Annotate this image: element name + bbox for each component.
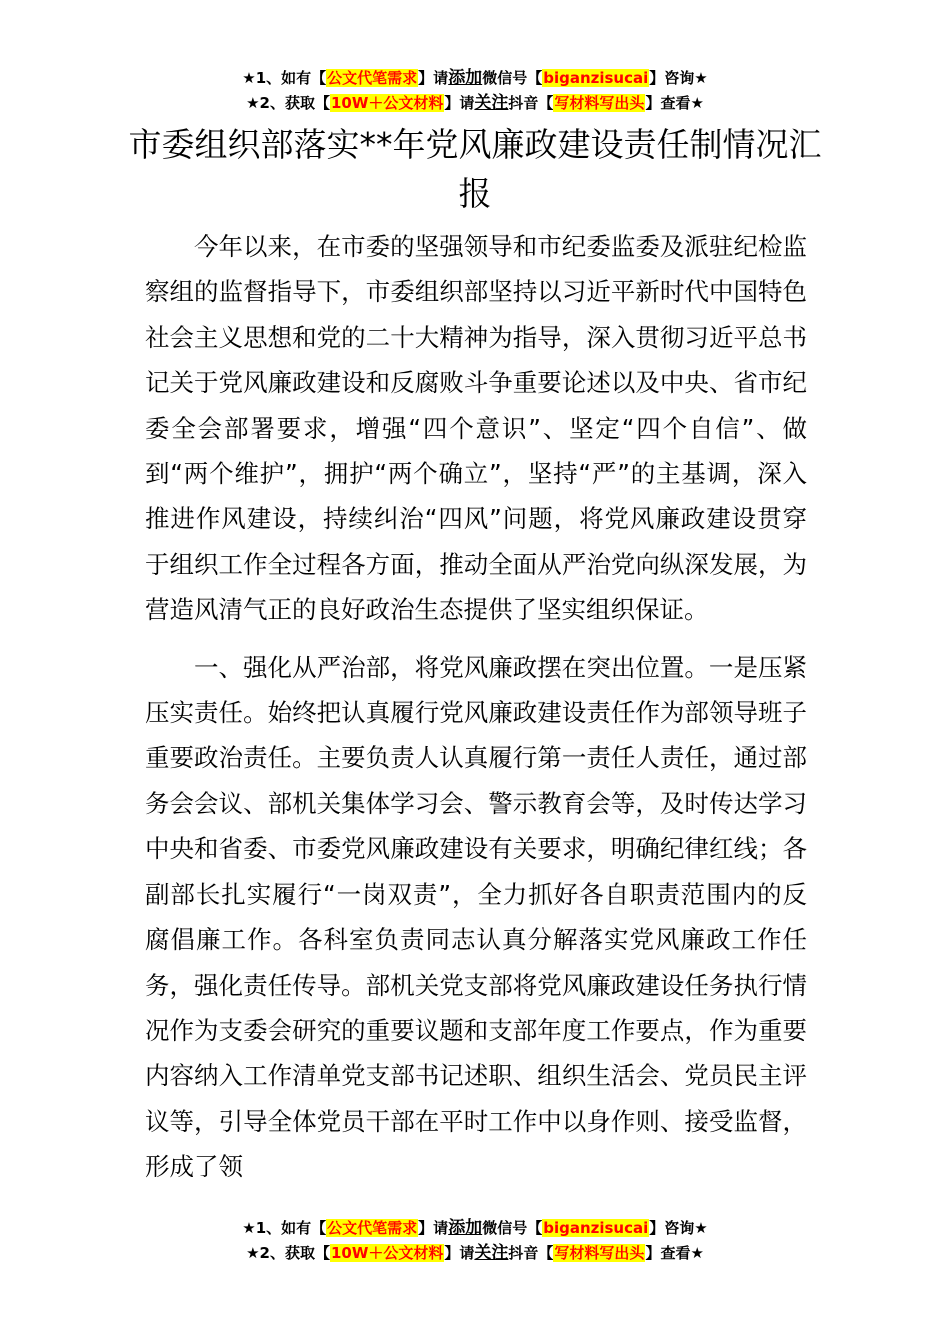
ad-text: 】请 xyxy=(418,1219,449,1237)
douyin-id-highlight: 写材料写出头 xyxy=(554,94,645,112)
ad-highlight: 公文代笔需求 xyxy=(327,1219,418,1237)
ad-text: 抖音【 xyxy=(508,94,554,112)
ad-text: 微信号【 xyxy=(482,69,543,87)
star-icon: ★ xyxy=(690,1244,704,1262)
ad-banner-bottom xyxy=(0,1216,950,1266)
star-icon: ★ xyxy=(242,1219,256,1237)
ad-text: 】查看 xyxy=(645,94,691,112)
douyin-id-highlight: 写材料写出头 xyxy=(554,1244,645,1262)
ad-underline: 关注 xyxy=(474,93,509,113)
ad-text: 抖音【 xyxy=(508,1244,554,1262)
ad-text: 】请 xyxy=(418,69,449,87)
wechat-id-highlight: biganzisucai xyxy=(543,1219,649,1237)
paragraph-intro: 今年以来，在市委的坚强领导和市纪委监委及派驻纪检监察组的监督指导下，市委组织部坚持以习近平新时代中国特色社会主义思想和党的二十大精神为指导，深入贯彻习近平总书记关于党风廉政建设和反腐败斗争重要论述以及中央、省市纪委全会部署要求，增强“四个意识”、坚定“四个自信”、做到“两个维护”，拥护“两个确立”，坚持“严”的主基调，深入推进作风建设，持续纠治“四风”问题，将党风廉政建设贯穿于组织工作全过程各方面，推动全面从严治党向纵深发展，为营造风清气正的良好政治生态提供了坚实组织保证。 xyxy=(145,232,807,625)
ad-highlight: 10W＋公文材料 xyxy=(330,1244,444,1262)
ad-text: 2、获取【 xyxy=(259,1244,330,1262)
ad-text: 】咨询 xyxy=(649,69,695,87)
ad-line-2 xyxy=(0,1241,950,1266)
star-icon: ★ xyxy=(694,1219,708,1237)
wechat-id-highlight: biganzisucai xyxy=(543,69,649,87)
star-icon: ★ xyxy=(246,1244,260,1262)
star-icon: ★ xyxy=(242,69,256,87)
star-icon: ★ xyxy=(694,69,708,87)
ad-line-1 xyxy=(0,66,950,91)
ad-text: 】请 xyxy=(444,1244,475,1262)
ad-highlight: 公文代笔需求 xyxy=(327,69,418,87)
document-body xyxy=(145,224,807,1190)
ad-text: 2、获取【 xyxy=(259,94,330,112)
ad-text: 1、如有【 xyxy=(255,69,327,87)
star-icon: ★ xyxy=(690,94,704,112)
paragraph-section-1: 一、强化从严治部，将党风廉政摆在突出位置。一是压紧压实责任。始终把认真履行党风廉政建设责任作为部领导班子重要政治责任。主要负责人认真履行第一责任人责任，通过部务会会议、部机关集体学习会、警示教育会等，及时传达学习中央和省委、市委党风廉政建设有关要求，明确纪律红线；各副部长扎实履行“一岗双责”，全力抓好各自职责范围内的反腐倡廉工作。各科室负责同志认真分解落实党风廉政工作任务，强化责任传导。部机关党支部将党风廉政建设任务执行情况作为支委会研究的重要议题和支部年度工作要点，作为重要内容纳入工作清单党支部书记述职、组织生活会、党员民主评议等，引导全体党员干部在平时工作中以身作则、接受监督，形成了领 xyxy=(145,652,807,1182)
ad-underline: 关注 xyxy=(474,1243,509,1263)
ad-banner-top xyxy=(0,66,950,116)
star-icon: ★ xyxy=(246,94,260,112)
ad-text: 】咨询 xyxy=(649,1219,695,1237)
ad-text: 】查看 xyxy=(645,1244,691,1262)
document-title: 市委组织部落实**年党风廉政建设责任制情况汇报 xyxy=(128,125,822,213)
ad-highlight: 10W＋公文材料 xyxy=(330,94,444,112)
ad-text: 1、如有【 xyxy=(255,1219,327,1237)
ad-underline: 添加 xyxy=(448,1218,483,1238)
ad-line-1 xyxy=(0,1216,950,1241)
ad-underline: 添加 xyxy=(448,68,483,88)
ad-text: 】请 xyxy=(444,94,475,112)
ad-line-2 xyxy=(0,91,950,116)
ad-text: 微信号【 xyxy=(482,1219,543,1237)
